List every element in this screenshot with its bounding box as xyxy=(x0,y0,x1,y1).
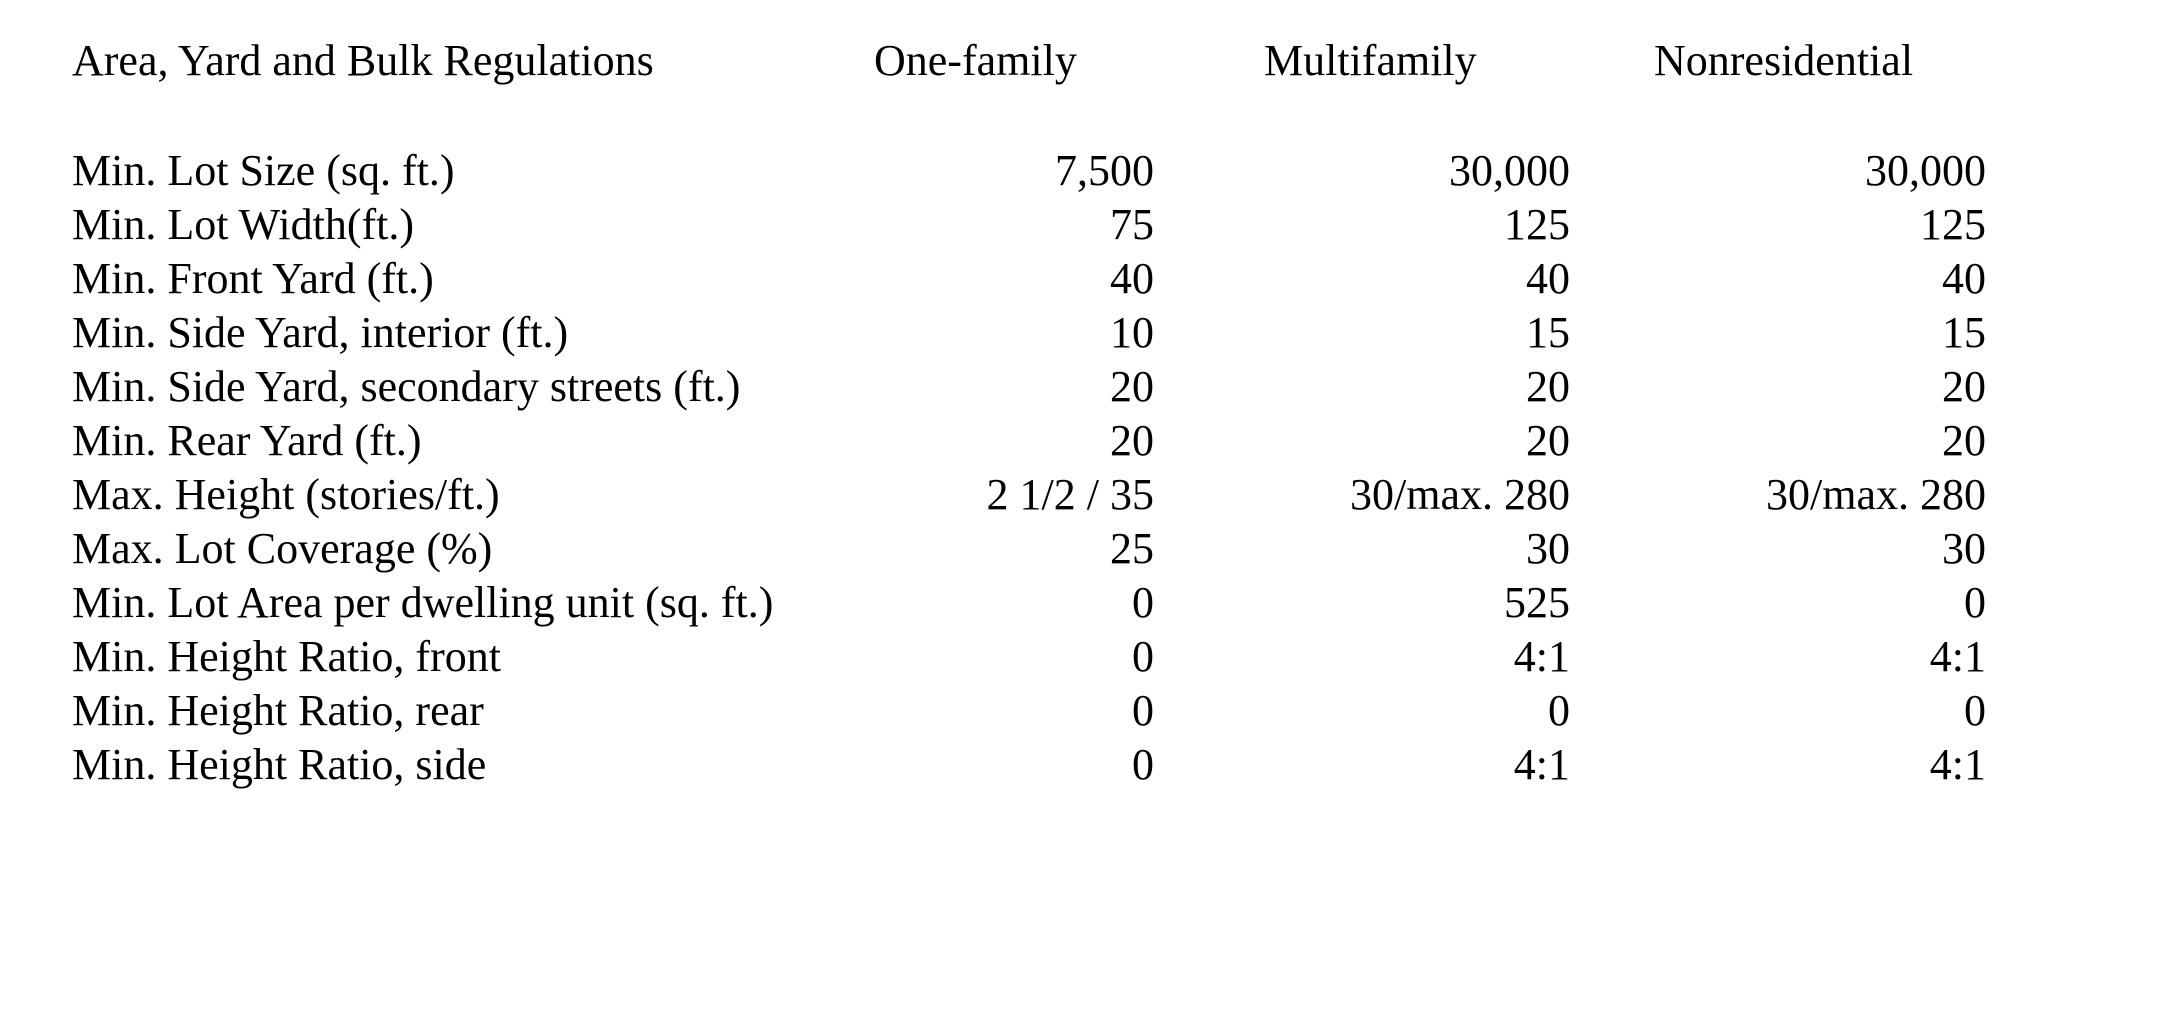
table-row xyxy=(72,630,1986,684)
table-body xyxy=(72,92,1986,792)
table-row xyxy=(72,360,1986,414)
table-row xyxy=(72,144,1986,198)
cell-multifamily: 20 xyxy=(1526,362,1570,411)
cell-one-family: 20 xyxy=(1110,416,1154,465)
row-label: Max. Height (stories/ft.) xyxy=(72,470,500,519)
cell-one-family: 25 xyxy=(1110,524,1154,573)
cell-multifamily: 4:1 xyxy=(1513,632,1570,681)
cell-multifamily: 30,000 xyxy=(1449,146,1570,195)
table-row xyxy=(72,198,1986,252)
row-label: Min. Side Yard, secondary streets (ft.) xyxy=(72,362,741,411)
header-multifamily: Multifamily xyxy=(1264,36,1477,85)
table-row xyxy=(72,684,1986,738)
cell-nonresidential: 40 xyxy=(1942,254,1986,303)
cell-one-family: 40 xyxy=(1110,254,1154,303)
cell-one-family: 0 xyxy=(1132,686,1154,735)
cell-one-family: 75 xyxy=(1110,200,1154,249)
cell-nonresidential: 30/max. 280 xyxy=(1766,470,1986,519)
cell-nonresidential: 4:1 xyxy=(1929,740,1986,789)
table-row xyxy=(72,738,1986,792)
cell-multifamily: 40 xyxy=(1526,254,1570,303)
cell-nonresidential: 0 xyxy=(1964,578,1986,627)
header-one-family: One-family xyxy=(874,36,1077,85)
row-label: Min. Side Yard, interior (ft.) xyxy=(72,308,569,357)
row-label: Min. Lot Area per dwelling unit (sq. ft.) xyxy=(72,578,774,627)
table-row xyxy=(72,252,1986,306)
cell-one-family: 0 xyxy=(1132,740,1154,789)
row-label: Min. Lot Width(ft.) xyxy=(72,200,415,249)
cell-multifamily: 125 xyxy=(1504,200,1570,249)
table-row xyxy=(72,468,1986,522)
cell-one-family: 0 xyxy=(1132,578,1154,627)
cell-multifamily: 0 xyxy=(1548,686,1570,735)
row-label: Min. Height Ratio, rear xyxy=(72,686,484,735)
cell-one-family: 20 xyxy=(1110,362,1154,411)
cell-nonresidential: 125 xyxy=(1920,200,1986,249)
table-row xyxy=(72,414,1986,468)
table-row xyxy=(72,576,1986,630)
cell-nonresidential: 15 xyxy=(1942,308,1986,357)
cell-multifamily: 30 xyxy=(1526,524,1570,573)
cell-one-family: 7,500 xyxy=(1055,146,1154,195)
cell-multifamily: 15 xyxy=(1526,308,1570,357)
row-label: Min. Rear Yard (ft.) xyxy=(72,416,422,465)
cell-multifamily: 30/max. 280 xyxy=(1350,470,1570,519)
row-label: Min. Height Ratio, front xyxy=(72,632,501,681)
cell-nonresidential: 4:1 xyxy=(1929,632,1986,681)
cell-multifamily: 4:1 xyxy=(1513,740,1570,789)
table-header-row xyxy=(72,34,1986,92)
header-regulation: Area, Yard and Bulk Regulations xyxy=(72,36,654,85)
header-spacer xyxy=(72,92,1986,144)
cell-one-family: 0 xyxy=(1132,632,1154,681)
row-label: Min. Lot Size (sq. ft.) xyxy=(72,146,455,195)
cell-multifamily: 525 xyxy=(1504,578,1570,627)
cell-nonresidential: 0 xyxy=(1964,686,1986,735)
table-row xyxy=(72,522,1986,576)
cell-multifamily: 20 xyxy=(1526,416,1570,465)
header-nonresidential: Nonresidential xyxy=(1654,36,1914,85)
cell-nonresidential: 20 xyxy=(1942,416,1986,465)
table-row xyxy=(72,306,1986,360)
regulations-table xyxy=(72,34,1986,792)
cell-one-family: 2 1/2 / 35 xyxy=(986,470,1154,519)
row-label: Min. Height Ratio, side xyxy=(72,740,487,789)
cell-nonresidential: 30 xyxy=(1942,524,1986,573)
cell-one-family: 10 xyxy=(1110,308,1154,357)
cell-nonresidential: 30,000 xyxy=(1865,146,1986,195)
cell-nonresidential: 20 xyxy=(1942,362,1986,411)
row-label: Min. Front Yard (ft.) xyxy=(72,254,434,303)
row-label: Max. Lot Coverage (%) xyxy=(72,524,493,573)
